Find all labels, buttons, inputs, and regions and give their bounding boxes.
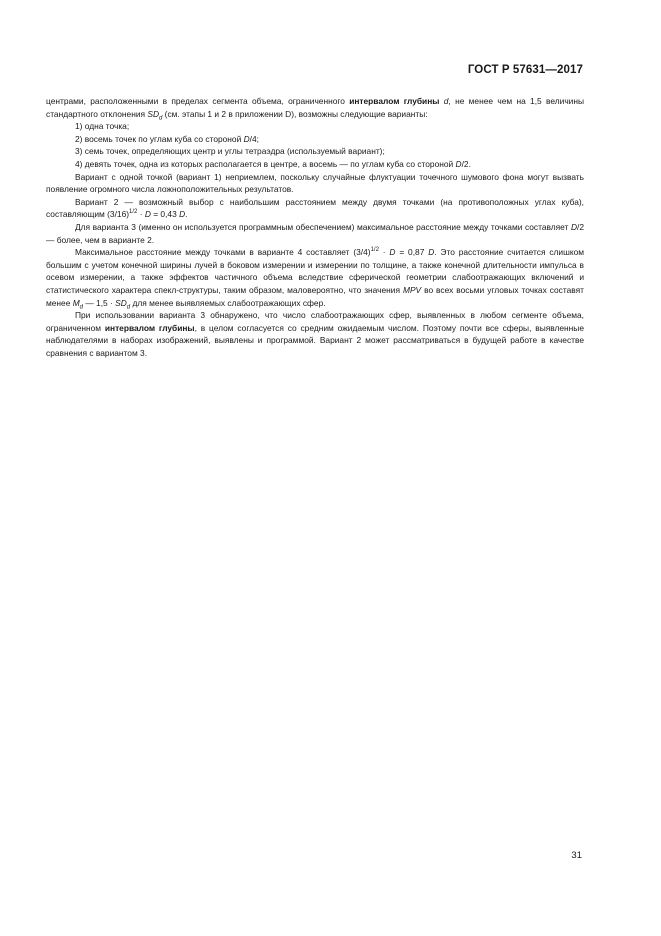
variable-D: D <box>179 209 186 220</box>
term-depth-interval: интервалом глубины <box>104 322 195 333</box>
paragraph-2: Вариант с одной точкой (вариант 1) неприемлем, поскольку случайные флуктуации точечного шумового фона могут вызвать появление огромного числа ложноположительных результатов. <box>46 171 584 195</box>
text-run: Для варианта 3 (именно он используется программным обеспечением) максимальное расстояние между точками составляет <box>75 221 571 232</box>
text-run: /2. <box>461 158 471 169</box>
variable-m: M <box>72 297 80 308</box>
text-run: Максимальное расстояние между точками в варианте 4 составляет (3/4) <box>75 247 371 258</box>
paragraph-3 <box>46 196 584 221</box>
list-item-4 <box>46 158 584 171</box>
text-run: во всех восьми угловых точках составят менее <box>46 284 584 308</box>
text-run: , в целом согласуется со средним ожидаемым числом. Поэтому почти все сферы, выявленные наблюдателями в наборах изображений, выявлены и программой. Вариант 2 может рассматриваться в будущей работе в качестве сравнения с вариантом 3. <box>46 322 584 358</box>
variable-D: D <box>144 209 151 220</box>
text-run: — 1,5 · <box>83 297 116 308</box>
text-run: · <box>137 209 145 220</box>
text-run: = 0,87 <box>395 247 429 258</box>
list-item-1: 1) одна точка; <box>75 121 130 132</box>
text-run: /2 — более, чем в варианте 2. <box>46 221 584 245</box>
document-header: ГОСТ Р 57631—2017 <box>467 64 583 76</box>
text-run: При использовании варианта 3 обнаружено, что число слабоотражающих сфер, выявленных в любом сегменте объема, ограниченном <box>46 310 584 333</box>
text-run: · <box>378 247 390 258</box>
text-run: = 0,43 <box>150 209 180 220</box>
list-item-2 <box>46 133 584 146</box>
variable-mpv: MPV <box>402 284 422 295</box>
text-run: , не менее чем на 1,5 величины стандартного отклонения <box>46 96 585 119</box>
variable-D: D <box>455 158 462 169</box>
paragraph-1 <box>46 95 584 120</box>
term-depth-interval: интервалом глубины <box>349 96 440 106</box>
list-item-3: 3) семь точек, определяющих центр и углы тетраэдра (используемый вариант); <box>75 146 385 157</box>
paragraph-5 <box>46 246 584 309</box>
subscript-d: d <box>126 304 131 311</box>
superscript: 1/2 <box>129 209 138 216</box>
variable-D: D <box>428 247 435 258</box>
paragraph-4 <box>46 221 584 246</box>
text-run: центрами, расположенными в пределах сегмента объема, ограниченного <box>46 96 350 106</box>
text-run: . Это расстояние считается слишком большим с учетом конечной ширины лучей в боковом измерении и измерении по толщине, а также конечной длительности импульса в осевом измерении, а также эффектов частичного объема вследствие сферической геометрии слабоотражающих включений и статистического характера спекл-структуры, таким образом, маловероятно, что значения <box>46 247 584 295</box>
text-run: . <box>185 209 188 220</box>
text-run: для менее выявляемых слабоотражающих сфер. <box>130 297 326 308</box>
variable-sd: SD <box>115 297 127 308</box>
paragraph-6 <box>46 309 584 359</box>
variable-D: D <box>389 247 396 258</box>
text-run: (см. этапы 1 и 2 в приложении D), возможны следующие варианты: <box>162 108 428 119</box>
page-number: 31 <box>571 850 582 861</box>
subscript-d: d <box>79 304 84 311</box>
variable-D: D <box>243 133 250 144</box>
variable-sd: SD <box>147 108 159 119</box>
subscript-d: d <box>159 115 163 122</box>
text-run: /4; <box>249 133 259 144</box>
variable-D: D <box>570 221 577 232</box>
text-run: 2) восемь точек по углам куба со стороной <box>75 133 244 144</box>
variable-d: d <box>443 96 449 106</box>
text-run: 4) девять точек, одна из которых располагается в центре, а восемь — по углам куба со стороной <box>75 158 456 169</box>
superscript: 1/2 <box>370 247 379 254</box>
body-text <box>46 95 584 359</box>
text-run: Вариант 2 — возможный выбор с наибольшим расстоянием между двумя точками (на противоположных углах куба), составляющим (3/16) <box>46 196 584 220</box>
